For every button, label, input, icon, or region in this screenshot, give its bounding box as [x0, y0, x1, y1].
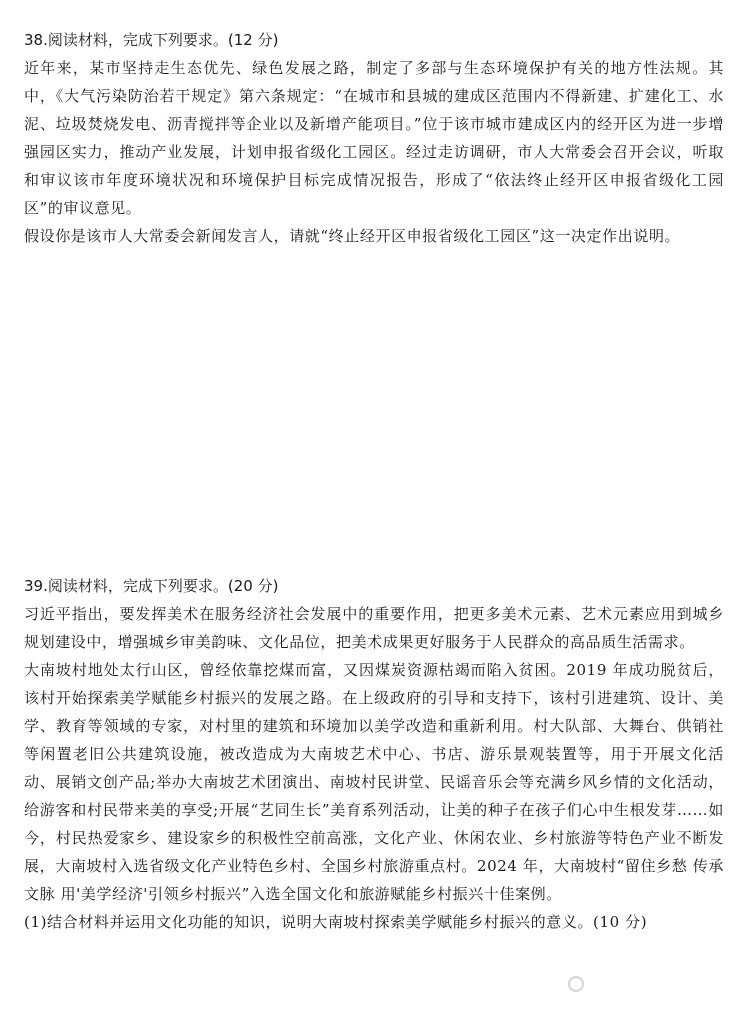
question-39-quote: 习近平指出，要发挥美术在服务经济社会发展中的重要作用，把更多美术元素、艺术元素应用到城乡规划建设中，增强城乡审美韵味、文化品位，把美术成果更好服务于人民群众的高品质生活需求。 [24, 605, 724, 651]
question-39-title: 39.阅读材料，完成下列要求。(20 分) [24, 577, 279, 595]
question-38 [24, 26, 724, 250]
question-39-material: 大南坡村地处太行山区，曾经依靠挖煤而富，又因煤炭资源枯竭而陷入贫困。2019 年成功脱贫后，该村开始探索美学赋能乡村振兴的发展之路。在上级政府的引导和支持下，该村引进建筑、设计、美学、教育等领域的专家，对村里的建筑和环境加以美学改造和重新利用。村大队部、大舞台、供销社等闲置老旧公共建筑设施，被改造成为大南坡艺术中心、书店、游乐景观装置等，用于开展文化活动、展销文创产品;举办大南坡艺术团演出、南坡村民讲堂、民谣音乐会等充满乡风乡情的文化活动，给游客和村民带来美的享受;开展“艺同生长”美育系列活动，让美的种子在孩子们心中生根发芽……如今，村民热爱家乡、建设家乡的积极性空前高涨，文化产业、休闲农业、乡村旅游等特色产业不断发展，大南坡村入选省级文化产业特色乡村、全国乡村旅游重点村。2024 年，大南坡村“留住乡愁 传承文脉 用'美学经济'引领乡村振兴”入选全国文化和旅游赋能乡村振兴十佳案例。 [24, 661, 724, 903]
question-39 [24, 572, 724, 936]
question-38-material: 近年来，某市坚持走生态优先、绿色发展之路，制定了多部与生态环境保护有关的地方性法规。其中，《大气污染防治若干规定》第六条规定：“在城市和县城的建成区范围内不得新建、扩建化工、水泥、垃圾焚烧发电、沥青搅拌等企业以及新增产能项目。”位于该市城市建成区内的经开区为进一步增强园区实力，推动产业发展，计划申报省级化工园区。经过走访调研，市人大常委会召开会议，听取和审议该市年度环境状况和环境保护目标完成情况报告，形成了“依法终止经开区申报省级化工园区”的审议意见。 [24, 59, 724, 217]
question-39-subquestion-1: (1)结合材料并运用文化功能的知识，说明大南坡村探索美学赋能乡村振兴的意义。(10 分) [24, 913, 648, 931]
watermark [568, 972, 688, 996]
question-38-title: 38.阅读材料，完成下列要求。(12 分) [24, 31, 279, 49]
watermark-logo-icon [568, 976, 584, 992]
question-38-prompt: 假设你是该市人大常委会新闻发言人，请就“终止经开区申报省级化工园区”这一决定作出说明。 [24, 227, 681, 245]
